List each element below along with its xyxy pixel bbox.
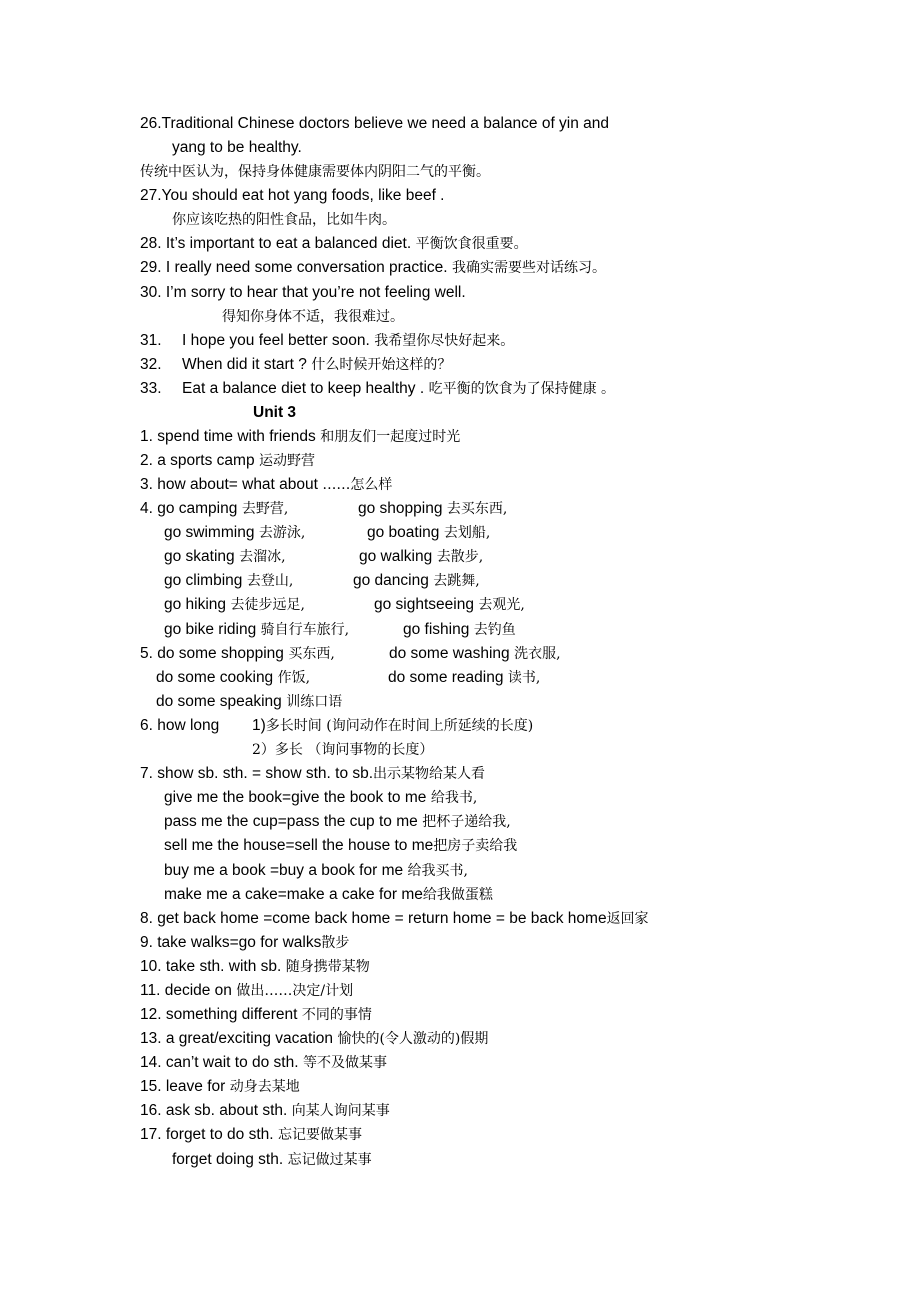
english-text: go skating <box>164 548 235 565</box>
english-text: 8. get back home =come back home = return home = be back home <box>140 910 607 927</box>
phrase-3 <box>140 475 770 495</box>
phrase-4-row-5 <box>164 595 770 615</box>
phrase-9 <box>140 933 770 953</box>
chinese-text: 返回家 <box>606 911 649 927</box>
chinese-text: 多长时间 (询问动作在时间上所延续的长度) <box>265 718 534 734</box>
chinese-text: 把杯子递给我, <box>417 814 511 830</box>
sentence-29 <box>140 258 770 278</box>
chinese-text: 读书, <box>503 670 541 686</box>
chinese-text: 忘记要做某事 <box>273 1127 363 1143</box>
phrase-4-row-2 <box>164 523 770 543</box>
chinese-text: 传统中医认为，保持身体健康需要体内阴阳二气的平衡。 <box>140 164 490 180</box>
chinese-text: 运动野营 <box>254 453 316 469</box>
sentence-26-continued <box>172 138 770 158</box>
phrase-15 <box>140 1077 770 1097</box>
sentence-32 <box>140 355 770 375</box>
chinese-text: 给我买书, <box>403 863 469 879</box>
english-text: When did it start ? <box>182 356 307 373</box>
sentence-27 <box>140 186 770 206</box>
phrase-10 <box>140 957 770 977</box>
english-text: go boating <box>367 524 440 541</box>
chinese-text: 去游泳, <box>254 525 306 541</box>
chinese-text: 动身去某地 <box>225 1079 300 1095</box>
chinese-text: 去买东西, <box>442 501 508 517</box>
chinese-text: 去徒步远足, <box>226 597 305 613</box>
english-text: 14. can’t wait to do sth. <box>140 1054 299 1071</box>
chinese-text: 去登山, <box>242 573 294 589</box>
english-text: go bike riding <box>164 621 257 638</box>
chinese-text: 洗衣服, <box>509 646 561 662</box>
chinese-text: 训练口语 <box>281 694 343 710</box>
english-text: forget doing sth. <box>172 1151 284 1168</box>
phrase-1 <box>140 427 770 447</box>
chinese-text: 2）多长 （询问事物的长度） <box>252 742 434 758</box>
phrase-6 <box>140 716 770 736</box>
english-text: 16. ask sb. about sth. <box>140 1102 288 1119</box>
chinese-text: 把房子卖给我 <box>433 838 518 854</box>
english-text: I hope you feel better soon. <box>182 332 370 349</box>
item-number: 32. <box>140 356 162 373</box>
chinese-text: 忘记做过某事 <box>283 1152 372 1168</box>
english-text: make me a cake=make a cake for me <box>164 886 423 903</box>
english-text: go fishing <box>403 621 470 638</box>
phrase-12 <box>140 1005 770 1025</box>
phrase-4-row-3 <box>164 547 770 567</box>
phrase-4-row-1 <box>140 499 770 519</box>
phrase-7-example-5 <box>164 885 770 905</box>
english-text: 17. forget to do sth. <box>140 1126 274 1143</box>
chinese-text: 等不及做某事 <box>298 1055 387 1071</box>
phrase-4-row-6 <box>164 620 770 640</box>
phrase-7-example-3 <box>164 836 770 856</box>
english-text: 6. how long <box>140 717 220 734</box>
sentence-31 <box>140 331 770 351</box>
sentence-30 <box>140 283 770 303</box>
english-text: 1. spend time with friends <box>140 428 316 445</box>
english-text: 27.You should eat hot yang foods, like beef . <box>140 187 445 204</box>
chinese-text: 得知你身体不适，我很难过。 <box>222 309 404 325</box>
english-text: 29. I really need some conversation practice. <box>140 259 448 276</box>
english-text: 11. decide on <box>140 982 232 999</box>
phrase-13 <box>140 1029 770 1049</box>
heading-text: Unit 3 <box>253 404 297 421</box>
chinese-text: 去溜冰, <box>234 549 286 565</box>
chinese-text: 作饭, <box>273 670 311 686</box>
chinese-text: 向某人询问某事 <box>287 1103 390 1119</box>
english-text: do some speaking <box>156 693 282 710</box>
english-text: 12. something different <box>140 1006 298 1023</box>
english-text: yang to be healthy. <box>172 139 302 156</box>
item-number: 31. <box>140 332 162 349</box>
sentence-28 <box>140 234 770 254</box>
phrase-17-variant <box>172 1150 770 1170</box>
phrase-7 <box>140 764 770 784</box>
english-text: 9. take walks=go for walks <box>140 934 322 951</box>
english-text: 4. go camping <box>140 500 238 517</box>
english-text: 15. leave for <box>140 1078 226 1095</box>
english-text: go hiking <box>164 596 227 613</box>
chinese-text: 我确实需要些对话练习。 <box>447 260 607 276</box>
chinese-text: ……怎么样 <box>317 477 393 493</box>
english-text: do some washing <box>389 645 510 662</box>
phrase-5-row-2 <box>156 668 770 688</box>
sentence-33 <box>140 379 770 399</box>
english-text: go shopping <box>358 500 443 517</box>
english-text: do some reading <box>388 669 504 686</box>
sentence-26-translation <box>140 162 770 182</box>
unit-heading <box>253 403 770 423</box>
phrase-5-row-3 <box>156 692 770 712</box>
phrase-7-example-1 <box>164 788 770 808</box>
chinese-text: 去野营, <box>237 501 289 517</box>
item-number: 33. <box>140 380 162 397</box>
english-text: pass me the cup=pass the cup to me <box>164 813 418 830</box>
phrase-11 <box>140 981 770 1001</box>
chinese-text: 愉快的(令人激动的)假期 <box>333 1031 489 1047</box>
english-text: 13. a great/exciting vacation <box>140 1030 334 1047</box>
english-text: go swimming <box>164 524 255 541</box>
english-text: 10. take sth. with sb. <box>140 958 282 975</box>
english-text: go dancing <box>353 572 429 589</box>
chinese-text: 平衡饮食很重要。 <box>411 236 528 252</box>
english-text: 30. I’m sorry to hear that you’re not feeling well. <box>140 284 466 301</box>
chinese-text: 去钓鱼 <box>469 622 516 638</box>
english-text: go walking <box>359 548 433 565</box>
chinese-text: 去跳舞, <box>428 573 480 589</box>
chinese-text: 什么时候开始这样的？ <box>306 357 452 373</box>
chinese-text: 随身携带某物 <box>281 959 370 975</box>
chinese-text: 散步 <box>321 935 350 951</box>
phrase-2 <box>140 451 770 471</box>
english-text: 28. It’s important to eat a balanced diet. <box>140 235 412 252</box>
english-text: 5. do some shopping <box>140 645 284 662</box>
chinese-text: 和朋友们一起度过时光 <box>315 429 461 445</box>
sentence-27-translation <box>172 210 770 230</box>
english-text: 2. a sports camp <box>140 452 255 469</box>
phrase-6-sense-2 <box>252 740 770 760</box>
english-text: go sightseeing <box>374 596 474 613</box>
sentence-30-translation <box>222 307 770 327</box>
sentence-26 <box>140 114 770 134</box>
english-text: go climbing <box>164 572 243 589</box>
english-text: give me the book=give the book to me <box>164 789 427 806</box>
chinese-text: 出示某物给某人看 <box>373 766 486 782</box>
phrase-16 <box>140 1101 770 1121</box>
chinese-text: 给我做蛋糕 <box>422 887 493 903</box>
phrase-7-example-2 <box>164 812 770 832</box>
english-text: 7. show sb. sth. = show sth. to sb. <box>140 765 374 782</box>
chinese-text: 不同的事情 <box>297 1007 372 1023</box>
english-text: do some cooking <box>156 669 274 686</box>
chinese-text: 做出……决定/计划 <box>231 983 354 999</box>
phrase-4-row-4 <box>164 571 770 591</box>
chinese-text: 我希望你尽快好起来。 <box>369 333 515 349</box>
english-text: 26.Traditional Chinese doctors believe we need a balance of yin and <box>140 115 610 132</box>
chinese-text: 你应该吃热的阳性食品，比如牛肉。 <box>172 212 396 228</box>
english-text: 3. how about= what about <box>140 476 318 493</box>
chinese-text: 去划船, <box>439 525 491 541</box>
phrase-5-row-1 <box>140 644 770 664</box>
chinese-text: 买东西, <box>283 646 335 662</box>
english-text: Eat a balance diet to keep healthy . <box>182 380 425 397</box>
phrase-14 <box>140 1053 770 1073</box>
chinese-text: 去散步, <box>432 549 484 565</box>
sense-number: 1) <box>252 717 266 734</box>
english-text: buy me a book =buy a book for me <box>164 862 404 879</box>
phrase-17 <box>140 1125 770 1145</box>
chinese-text: 骑自行车旅行, <box>256 622 350 638</box>
english-text: sell me the house=sell the house to me <box>164 837 434 854</box>
phrase-7-example-4 <box>164 861 770 881</box>
chinese-text: 去观光, <box>473 597 525 613</box>
phrase-8 <box>140 909 880 929</box>
chinese-text: 吃平衡的饮食为了保持健康 。 <box>424 381 616 397</box>
chinese-text: 给我书, <box>426 790 478 806</box>
